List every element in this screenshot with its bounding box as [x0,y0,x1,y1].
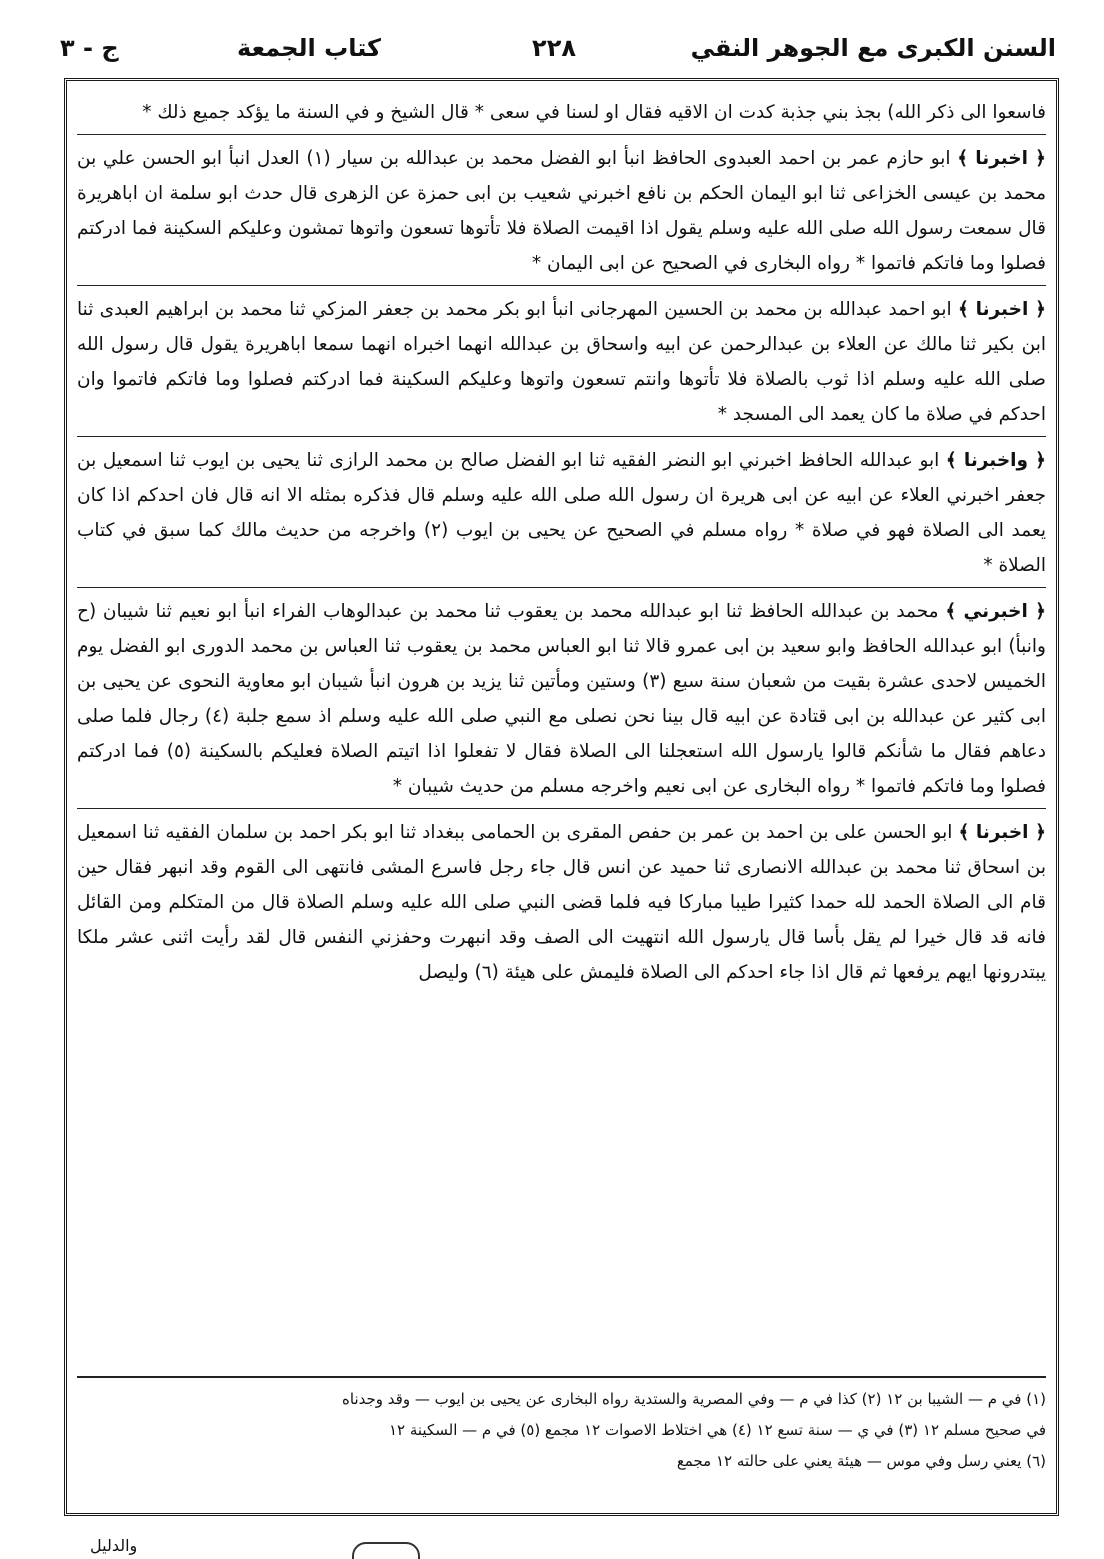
book-title: السنن الكبرى مع الجوهر النقي [690,34,1056,62]
paragraph [77,95,1046,135]
paragraph-lead: ﴿ اخبرنا ﴾ [957,299,1046,320]
paragraph-lead: ﴿ واخبرنا ﴾ [945,450,1046,471]
signature-mark [352,1542,420,1559]
paragraph [77,292,1046,437]
paragraph-text: محمد بن عبدالله الحافظ ثنا ابو عبدالله محمد بن يعقوب ثنا محمد بن عبدالوهاب الفراء انبأ ابو نعيم ثنا شيبان (ح وانبأ) ابو عبدالله الحافظ وابو سعيد بن ابى عمرو قالا ثنا ابو العباس محمد بن يعقوب ثنا العباس بن محمد الدورى ابو الفضل يوم الخميس لاحدى عشرة بقيت من شعبان سنة سبع (٣) وستين ومأتين ثنا يزيد بن هرون انبأ شيبان ابو معاوية النحوى عن يحيى بن ابى كثير عن عبدالله بن ابى قتادة عن ابيه قال بينا نحن نصلى مع النبي صلى الله عليه وسلم اذ سمع جلبة (٤) رجال فلما صلى دعاهم فقال ما شأنكم قالوا يارسول الله استعجلنا الى الصلاة فقال لا تفعلوا اذا اتيتم الصلاة فعليكم بالسكينة (٥) فما ادركتم فصلوا وما فاتكم فاتموا * رواه البخارى عن ابى نعيم واخرجه مسلم من حديث شيبان * [77,601,1047,797]
page-bottom [0,1520,1104,1559]
footnote-line: (١) في م — الشيبا بن ١٢ (٢) كذا في م — وفي المصرية والستدية رواه البخارى عن يحيى بن ايوب — وقد وجدناه [342,1390,1046,1408]
paragraph [77,815,1046,994]
chapter-title: كتاب الجمعة [237,34,381,62]
page-number: ٢٢٨ [532,34,576,62]
paragraph-lead: ﴿ اخبرنا ﴾ [957,148,1047,169]
footnotes [77,1376,1046,1477]
paragraph [77,443,1046,588]
paragraph-text: ابو الحسن على بن احمد بن عمر بن حفص المقرى بن الحمامى ببغداد ثنا ابو بكر احمد بن سلمان الفقيه ثنا اسمعيل بن اسحاق ثنا محمد بن عبدالله الانصارى ثنا حميد عن انس قال جاء رجل فاسرع المشى فانتهى الى القوم وقد انبهر فقال حين قام الى الصلاة الحمد لله حمدا كثيرا طيبا مباركا فيه فلما قضى النبي صلى الله عليه وسلم الصلاة قال من المتكلم ومن القائل فانه قد قال خيرا لم يقل بأسا قال يارسول الله انتهيت الى الصف وقد انبهرت وحفزني النفس قال لقد رأيت اثنى عشر ملكا يبتدرونها ايهم يرفعها ثم قال اذا جاء احدكم الى الصلاة فليمش على هيئة (٦) وليصل [77,822,1046,983]
paragraph-lead: ﴿ اخبرنا ﴾ [958,822,1046,843]
paragraph-text: ابو حازم عمر بن احمد العبدوى الحافظ انبأ ابو الفضل محمد بن عبدالله بن سيار (١) العدل انبأ ابو الحسن علي بن محمد بن عيسى الخزاعى ثنا ابو اليمان الحكم بن نافع اخبرني شعيب بن ابى حمزة عن الزهرى قال حدث ابو سلمة ان اباهريرة قال سمعت رسول الله صلى الله عليه وسلم يقول اذا اقيمت الصلاة فلا تأتوها تسعون واتوها تمشون وعليكم السكينة فما ادركتم فصلوا وما فاتكم فاتموا * رواه البخارى في الصحيح عن ابى اليمان * [77,148,1046,274]
paragraph-text: فاسعوا الى ذكر الله) بجذ بني جذبة كدت ان الاقيه فقال او لسنا في سعى * قال الشيخ و في السنة ما يؤكد جميع ذلك * [142,102,1046,123]
paragraph [77,594,1046,809]
paragraph [77,141,1046,286]
main-text [77,95,1046,1000]
catchword: والدليل [90,1536,138,1555]
footnote-line: (٦) يعني رسل وفي موس — هيئة يعني على حالته ١٢ مجمع [676,1452,1046,1470]
page-frame [64,78,1059,1516]
footnote-line: في صحيح مسلم ١٢ (٣) في ي — سنة تسع ١٢ (٤) هي اختلاط الاصوات ١٢ مجمع (٥) في م — السكينة ١٢ [388,1421,1046,1439]
paragraph-lead: ﴿ اخبرني ﴾ [945,601,1046,622]
paragraph-text: ابو احمد عبدالله بن محمد بن الحسين المهرجانى انبأ ابو بكر محمد بن جعفر المزكي ثنا محمد بن ابراهيم العبدى ثنا ابن بكير ثنا مالك عن العلاء بن عبدالرحمن عن ابيه واسحاق بن عبدالله انهما اخبراه انهما سمعا اباهريرة يقول قال رسول الله صلى الله عليه وسلم اذا ثوب بالصلاة فلا تأتوها وانتم تسعون واتوها وعليكم السكينة فما ادركتم فصلوا وما فاتكم فاتموا وان احدكم في صلاة ما كان يعمد الى المسجد * [77,299,1046,425]
paragraph-text: ابو عبدالله الحافظ اخبرني ابو النضر الفقيه ثنا ابو الفضل صالح بن محمد الرازى ثنا يحيى بن ايوب ثنا اسمعيل بن جعفر اخبرني العلاء عن ابيه عن ابى هريرة ان رسول الله صلى الله عليه وسلم قال فذكره بمثله الا انه قال فان احدكم اذا كان يعمد الى الصلاة فهو في صلاة * رواه مسلم في الصحيح عن يحيى بن ايوب (٢) واخرجه من حديث مالك كما سبق في كتاب الصلاة * [77,450,1047,576]
volume-label: ج - ٣ [60,34,119,62]
page-header [56,28,1056,74]
